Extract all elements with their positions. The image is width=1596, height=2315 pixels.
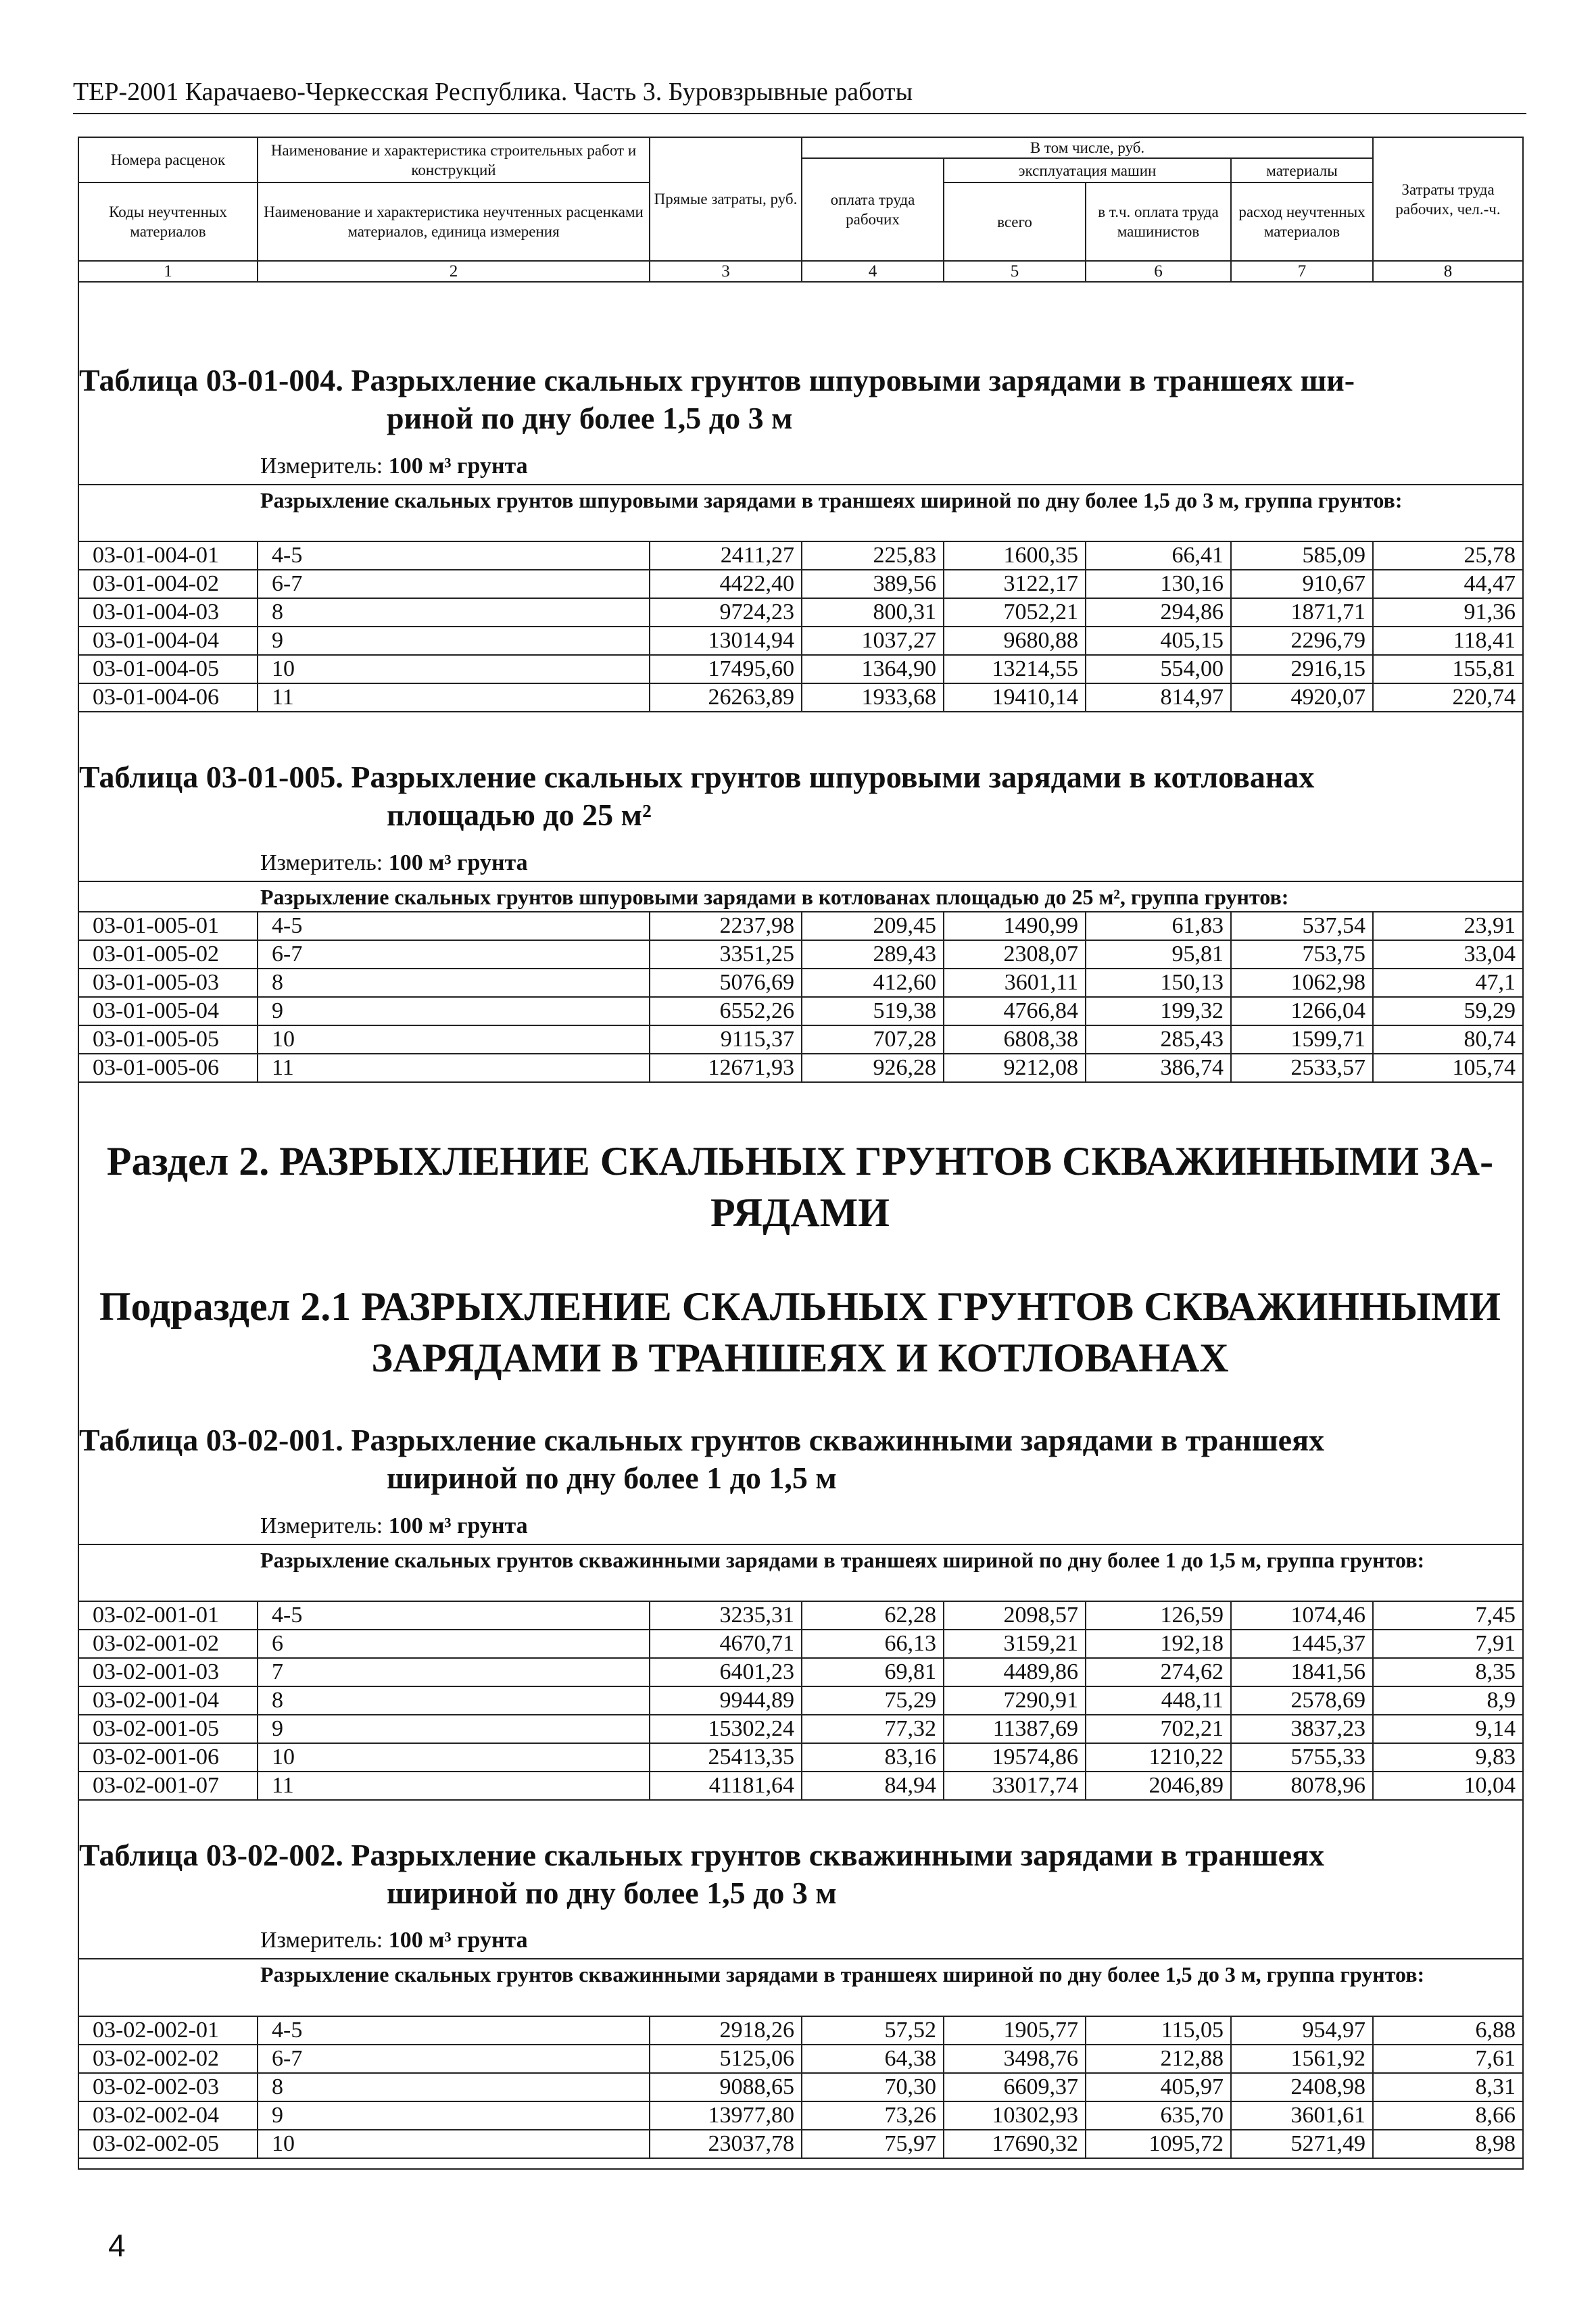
value-cell: 9,83 <box>1373 1743 1523 1772</box>
rate-rows-table <box>78 2016 1524 2159</box>
value-cell: 19574,86 <box>944 1743 1086 1772</box>
value-cell: 1062,98 <box>1231 969 1373 997</box>
section-heading-line2: РЯДАМИ <box>710 1190 890 1235</box>
machines-header: эксплуатация машин <box>944 158 1231 182</box>
value-cell: 4670,71 <box>650 1630 802 1658</box>
rate-code-cell: 03-02-002-02 <box>78 2045 258 2073</box>
table-row <box>78 1601 1523 1630</box>
value-cell: 5076,69 <box>650 969 802 997</box>
table-row <box>78 2016 1523 2045</box>
value-cell: 10302,93 <box>944 2101 1086 2130</box>
value-cell: 1037,27 <box>802 627 944 655</box>
value-cell: 1561,92 <box>1231 2045 1373 2073</box>
table-row <box>78 940 1523 969</box>
table-row <box>78 2101 1523 2130</box>
section-heading-line1: Раздел 2. РАЗРЫХЛЕНИЕ СКАЛЬНЫХ ГРУНТОВ СКВАЖИННЫМИ ЗА- <box>106 1139 1494 1184</box>
col2-bottom-header: Наименование и характеристика неучтенных расценками материалов, единица измерения <box>258 182 650 261</box>
soil-group-cell: 8 <box>258 969 650 997</box>
table-title-line1: Таблица 03-01-004. Разрыхление скальных грунтов шпуровыми зарядами в траншеях ши- <box>79 363 1355 397</box>
table-row <box>78 969 1523 997</box>
rate-code-cell: 03-02-001-07 <box>78 1772 258 1800</box>
measure-label: Измеритель: <box>260 850 389 875</box>
table-title-line2: риной по дну более 1,5 до 3 м <box>387 401 793 435</box>
value-cell: 1266,04 <box>1231 997 1373 1025</box>
table-row <box>78 627 1523 655</box>
value-cell: 7,61 <box>1373 2045 1523 2073</box>
soil-group-cell: 6 <box>258 1630 650 1658</box>
value-cell: 26263,89 <box>650 683 802 712</box>
value-cell: 209,45 <box>802 912 944 940</box>
soil-group-cell: 4-5 <box>258 2016 650 2045</box>
value-cell: 3351,25 <box>650 940 802 969</box>
soil-group-cell: 10 <box>258 1025 650 1054</box>
value-cell: 9088,65 <box>650 2073 802 2101</box>
table-row <box>78 2045 1523 2073</box>
measure-value: 100 м³ грунта <box>388 454 528 479</box>
value-cell: 2296,79 <box>1231 627 1373 655</box>
value-cell: 10,04 <box>1373 1772 1523 1800</box>
value-cell: 17690,32 <box>944 2130 1086 2158</box>
soil-group-cell: 9 <box>258 1715 650 1743</box>
value-cell: 1871,71 <box>1231 598 1373 627</box>
value-cell: 554,00 <box>1086 655 1231 683</box>
table-row <box>78 570 1523 598</box>
value-cell: 11387,69 <box>944 1715 1086 1743</box>
value-cell: 13977,80 <box>650 2101 802 2130</box>
value-cell: 83,16 <box>802 1743 944 1772</box>
soil-group-cell: 9 <box>258 2101 650 2130</box>
table-title <box>79 1421 1512 1497</box>
table-title-line1: Таблица 03-02-001. Разрыхление скальных грунтов скважинными зарядами в траншеях <box>79 1423 1324 1457</box>
value-cell: 23037,78 <box>650 2130 802 2158</box>
measure-label: Измеритель: <box>260 454 389 479</box>
value-cell: 47,1 <box>1373 969 1523 997</box>
value-cell: 2578,69 <box>1231 1686 1373 1715</box>
rate-code-cell: 03-01-005-04 <box>78 997 258 1025</box>
value-cell: 926,28 <box>802 1054 944 1082</box>
value-cell: 69,81 <box>802 1658 944 1686</box>
subsection-heading-line2: ЗАРЯДАМИ В ТРАНШЕЯХ И КОТЛОВАНАХ <box>371 1336 1229 1380</box>
value-cell: 7290,91 <box>944 1686 1086 1715</box>
rate-code-cell: 03-01-005-03 <box>78 969 258 997</box>
value-cell: 75,97 <box>802 2130 944 2158</box>
value-cell: 9115,37 <box>650 1025 802 1054</box>
table-title-line1: Таблица 03-01-005. Разрыхление скальных грунтов шпуровыми зарядами в котлованах <box>79 760 1315 794</box>
rate-code-cell: 03-02-001-03 <box>78 1658 258 1686</box>
description-rule <box>78 1958 1522 1959</box>
table-row <box>78 541 1523 570</box>
value-cell: 8,66 <box>1373 2101 1523 2130</box>
rate-code-cell: 03-01-004-03 <box>78 598 258 627</box>
value-cell: 814,97 <box>1086 683 1231 712</box>
value-cell: 199,32 <box>1086 997 1231 1025</box>
value-cell: 2308,07 <box>944 940 1086 969</box>
table-row <box>78 683 1523 712</box>
value-cell: 225,83 <box>802 541 944 570</box>
value-cell: 105,74 <box>1373 1054 1523 1082</box>
value-cell: 1600,35 <box>944 541 1086 570</box>
description-rule <box>78 1544 1522 1545</box>
value-cell: 2916,15 <box>1231 655 1373 683</box>
value-cell: 23,91 <box>1373 912 1523 940</box>
measure-unit <box>260 850 528 877</box>
value-cell: 9944,89 <box>650 1686 802 1715</box>
value-cell: 2411,27 <box>650 541 802 570</box>
value-cell: 77,32 <box>802 1715 944 1743</box>
description-rule <box>78 484 1522 485</box>
value-cell: 6552,26 <box>650 997 802 1025</box>
rate-code-cell: 03-02-002-01 <box>78 2016 258 2045</box>
value-cell: 6401,23 <box>650 1658 802 1686</box>
running-header: ТЕР-2001 Карачаево-Черкесская Республика. Часть 3. Буровзрывные работы <box>73 78 913 106</box>
value-cell: 954,97 <box>1231 2016 1373 2045</box>
materials-use-header: расход неучтенных материалов <box>1231 182 1373 261</box>
col-number-6: 6 <box>1086 261 1231 282</box>
rate-code-cell: 03-02-001-06 <box>78 1743 258 1772</box>
value-cell: 8,9 <box>1373 1686 1523 1715</box>
soil-group-cell: 10 <box>258 2130 650 2158</box>
value-cell: 1364,90 <box>802 655 944 683</box>
value-cell: 800,31 <box>802 598 944 627</box>
soil-group-cell: 7 <box>258 1658 650 1686</box>
rate-code-cell: 03-02-002-04 <box>78 2101 258 2130</box>
value-cell: 95,81 <box>1086 940 1231 969</box>
col-number-3: 3 <box>650 261 802 282</box>
col-number-8: 8 <box>1373 261 1523 282</box>
rate-code-cell: 03-02-001-01 <box>78 1601 258 1630</box>
value-cell: 126,59 <box>1086 1601 1231 1630</box>
value-cell: 4422,40 <box>650 570 802 598</box>
value-cell: 9724,23 <box>650 598 802 627</box>
col-number-2: 2 <box>258 261 650 282</box>
measure-unit <box>260 453 528 480</box>
value-cell: 289,43 <box>802 940 944 969</box>
value-cell: 405,15 <box>1086 627 1231 655</box>
rate-rows-table <box>78 1601 1524 1801</box>
subsection-heading-line1: Подраздел 2.1 РАЗРЫХЛЕНИЕ СКАЛЬНЫХ ГРУНТОВ СКВАЖИННЫМИ <box>99 1284 1501 1329</box>
value-cell: 5125,06 <box>650 2045 802 2073</box>
soil-group-cell: 6-7 <box>258 940 650 969</box>
value-cell: 7,91 <box>1373 1630 1523 1658</box>
measure-unit <box>260 1927 528 1954</box>
value-cell: 386,74 <box>1086 1054 1231 1082</box>
value-cell: 702,21 <box>1086 1715 1231 1743</box>
value-cell: 389,56 <box>802 570 944 598</box>
value-cell: 3601,11 <box>944 969 1086 997</box>
value-cell: 8,35 <box>1373 1658 1523 1686</box>
col1-bottom-header: Коды неучтенных материалов <box>78 182 258 261</box>
table-title-line2: площадью до 25 м² <box>387 798 652 832</box>
soil-group-cell: 4-5 <box>258 541 650 570</box>
table-title-line1: Таблица 03-02-002. Разрыхление скальных грунтов скважинными зарядами в траншеях <box>79 1838 1324 1872</box>
col-number-7: 7 <box>1231 261 1373 282</box>
page-number: 4 <box>108 2228 126 2263</box>
labor-pay-header: оплата труда рабочих <box>802 158 944 261</box>
table-row <box>78 598 1523 627</box>
value-cell: 8,31 <box>1373 2073 1523 2101</box>
value-cell: 130,16 <box>1086 570 1231 598</box>
subsection-heading <box>78 1281 1522 1384</box>
value-cell: 1599,71 <box>1231 1025 1373 1054</box>
value-cell: 12671,93 <box>650 1054 802 1082</box>
value-cell: 84,94 <box>802 1772 944 1800</box>
value-cell: 150,13 <box>1086 969 1231 997</box>
value-cell: 7,45 <box>1373 1601 1523 1630</box>
table-row <box>78 655 1523 683</box>
rate-code-cell: 03-01-005-01 <box>78 912 258 940</box>
soil-group-cell: 6-7 <box>258 570 650 598</box>
measure-value: 100 м³ грунта <box>388 850 528 875</box>
value-cell: 66,41 <box>1086 541 1231 570</box>
table-row <box>78 912 1523 940</box>
value-cell: 155,81 <box>1373 655 1523 683</box>
group-header: В том числе, руб. <box>802 137 1373 158</box>
value-cell: 91,36 <box>1373 598 1523 627</box>
value-cell: 33017,74 <box>944 1772 1086 1800</box>
table-row <box>78 2073 1523 2101</box>
table-row <box>78 2130 1523 2158</box>
description-rule <box>78 881 1522 882</box>
table-title <box>79 1836 1512 1912</box>
value-cell: 1074,46 <box>1231 1601 1373 1630</box>
table-row <box>78 1686 1523 1715</box>
soil-group-cell: 8 <box>258 1686 650 1715</box>
value-cell: 1095,72 <box>1086 2130 1231 2158</box>
value-cell: 212,88 <box>1086 2045 1231 2073</box>
table-row <box>78 1630 1523 1658</box>
soil-group-cell: 10 <box>258 1743 650 1772</box>
soil-group-cell: 6-7 <box>258 2045 650 2073</box>
value-cell: 61,83 <box>1086 912 1231 940</box>
value-cell: 3837,23 <box>1231 1715 1373 1743</box>
value-cell: 2533,57 <box>1231 1054 1373 1082</box>
value-cell: 8,98 <box>1373 2130 1523 2158</box>
rate-code-cell: 03-01-005-02 <box>78 940 258 969</box>
value-cell: 13214,55 <box>944 655 1086 683</box>
value-cell: 15302,24 <box>650 1715 802 1743</box>
value-cell: 3235,31 <box>650 1601 802 1630</box>
rate-code-cell: 03-02-001-04 <box>78 1686 258 1715</box>
value-cell: 3122,17 <box>944 570 1086 598</box>
section-heading <box>78 1136 1522 1238</box>
value-cell: 44,47 <box>1373 570 1523 598</box>
value-cell: 41181,64 <box>650 1772 802 1800</box>
measure-value: 100 м³ грунта <box>388 1513 528 1538</box>
col-number-4: 4 <box>802 261 944 282</box>
value-cell: 2918,26 <box>650 2016 802 2045</box>
value-cell: 448,11 <box>1086 1686 1231 1715</box>
table-row <box>78 1772 1523 1800</box>
value-cell: 8078,96 <box>1231 1772 1373 1800</box>
labor-cost-header: Затраты труда рабочих, чел.-ч. <box>1373 137 1523 261</box>
value-cell: 25413,35 <box>650 1743 802 1772</box>
table-description: Разрыхление скальных грунтов скважинными зарядами в траншеях шириной по дну более 1,5 до 3 м, группа грунтов: <box>260 1962 1425 1987</box>
value-cell: 220,74 <box>1373 683 1523 712</box>
col-number-5: 5 <box>944 261 1086 282</box>
value-cell: 115,05 <box>1086 2016 1231 2045</box>
value-cell: 66,13 <box>802 1630 944 1658</box>
machines-labor-header: в т.ч. оплата труда машинистов <box>1086 182 1231 261</box>
rate-rows-table <box>78 541 1524 712</box>
value-cell: 294,86 <box>1086 598 1231 627</box>
table-row <box>78 1025 1523 1054</box>
value-cell: 585,09 <box>1231 541 1373 570</box>
value-cell: 5271,49 <box>1231 2130 1373 2158</box>
soil-group-cell: 8 <box>258 598 650 627</box>
value-cell: 405,97 <box>1086 2073 1231 2101</box>
table-description: Разрыхление скальных грунтов шпуровыми зарядами в котлованах площадью до 25 м², группа грунтов: <box>260 885 1289 909</box>
value-cell: 274,62 <box>1086 1658 1231 1686</box>
materials-header: материалы <box>1231 158 1373 182</box>
soil-group-cell: 9 <box>258 997 650 1025</box>
soil-group-cell: 11 <box>258 1054 650 1082</box>
value-cell: 9,14 <box>1373 1715 1523 1743</box>
value-cell: 62,28 <box>802 1601 944 1630</box>
value-cell: 910,67 <box>1231 570 1373 598</box>
value-cell: 5755,33 <box>1231 1743 1373 1772</box>
value-cell: 33,04 <box>1373 940 1523 969</box>
value-cell: 9212,08 <box>944 1054 1086 1082</box>
value-cell: 707,28 <box>802 1025 944 1054</box>
table-description: Разрыхление скальных грунтов скважинными зарядами в траншеях шириной по дну более 1 до 1,5 м, группа грунтов: <box>260 1548 1425 1572</box>
soil-group-cell: 9 <box>258 627 650 655</box>
value-cell: 1210,22 <box>1086 1743 1231 1772</box>
value-cell: 64,38 <box>802 2045 944 2073</box>
table-description: Разрыхление скальных грунтов шпуровыми зарядами в траншеях шириной по дну более 1,5 до 3 м, группа грунтов: <box>260 488 1403 512</box>
value-cell: 59,29 <box>1373 997 1523 1025</box>
value-cell: 537,54 <box>1231 912 1373 940</box>
value-cell: 3498,76 <box>944 2045 1086 2073</box>
value-cell: 4489,86 <box>944 1658 1086 1686</box>
rate-code-cell: 03-02-001-02 <box>78 1630 258 1658</box>
col2-top-header: Наименование и характеристика строительных работ и конструкций <box>258 137 650 182</box>
value-cell: 1905,77 <box>944 2016 1086 2045</box>
value-cell: 25,78 <box>1373 541 1523 570</box>
value-cell: 4920,07 <box>1231 683 1373 712</box>
table-title <box>79 758 1512 834</box>
value-cell: 1933,68 <box>802 683 944 712</box>
measure-label: Измеритель: <box>260 1513 389 1538</box>
value-cell: 118,41 <box>1373 627 1523 655</box>
rate-code-cell: 03-01-005-05 <box>78 1025 258 1054</box>
measure-label: Измеритель: <box>260 1928 389 1953</box>
value-cell: 80,74 <box>1373 1025 1523 1054</box>
rate-code-cell: 03-01-004-02 <box>78 570 258 598</box>
soil-group-cell: 11 <box>258 683 650 712</box>
rate-code-cell: 03-01-004-06 <box>78 683 258 712</box>
machines-total-header: всего <box>944 182 1086 261</box>
table-title <box>79 362 1512 437</box>
soil-group-cell: 11 <box>258 1772 650 1800</box>
table-title-line2: шириной по дну более 1,5 до 3 м <box>387 1876 837 1910</box>
rate-rows-table <box>78 911 1524 1083</box>
table-row <box>78 997 1523 1025</box>
soil-group-cell: 4-5 <box>258 912 650 940</box>
value-cell: 6609,37 <box>944 2073 1086 2101</box>
value-cell: 519,38 <box>802 997 944 1025</box>
value-cell: 75,29 <box>802 1686 944 1715</box>
value-cell: 412,60 <box>802 969 944 997</box>
value-cell: 57,52 <box>802 2016 944 2045</box>
value-cell: 19410,14 <box>944 683 1086 712</box>
rate-code-cell: 03-01-004-04 <box>78 627 258 655</box>
value-cell: 6,88 <box>1373 2016 1523 2045</box>
value-cell: 192,18 <box>1086 1630 1231 1658</box>
value-cell: 17495,60 <box>650 655 802 683</box>
rate-code-cell: 03-01-004-05 <box>78 655 258 683</box>
value-cell: 1445,37 <box>1231 1630 1373 1658</box>
column-header-table <box>78 137 1524 283</box>
measure-unit <box>260 1513 528 1540</box>
value-cell: 70,30 <box>802 2073 944 2101</box>
table-title-line2: шириной по дну более 1 до 1,5 м <box>387 1461 837 1495</box>
rate-code-cell: 03-02-002-03 <box>78 2073 258 2101</box>
rate-code-cell: 03-02-002-05 <box>78 2130 258 2158</box>
col-number-1: 1 <box>78 261 258 282</box>
table-row <box>78 1743 1523 1772</box>
rate-code-cell: 03-01-005-06 <box>78 1054 258 1082</box>
col3-header: Прямые затраты, руб. <box>650 137 802 261</box>
table-row <box>78 1658 1523 1686</box>
value-cell: 285,43 <box>1086 1025 1231 1054</box>
measure-value: 100 м³ грунта <box>388 1928 528 1953</box>
value-cell: 7052,21 <box>944 598 1086 627</box>
value-cell: 4766,84 <box>944 997 1086 1025</box>
table-row <box>78 1715 1523 1743</box>
rate-code-cell: 03-01-004-01 <box>78 541 258 570</box>
value-cell: 2408,98 <box>1231 2073 1373 2101</box>
value-cell: 73,26 <box>802 2101 944 2130</box>
value-cell: 2046,89 <box>1086 1772 1231 1800</box>
value-cell: 6808,38 <box>944 1025 1086 1054</box>
value-cell: 1841,56 <box>1231 1658 1373 1686</box>
value-cell: 753,75 <box>1231 940 1373 969</box>
table-row <box>78 1054 1523 1082</box>
value-cell: 635,70 <box>1086 2101 1231 2130</box>
value-cell: 13014,94 <box>650 627 802 655</box>
value-cell: 2237,98 <box>650 912 802 940</box>
rate-code-cell: 03-02-001-05 <box>78 1715 258 1743</box>
value-cell: 3601,61 <box>1231 2101 1373 2130</box>
value-cell: 2098,57 <box>944 1601 1086 1630</box>
col1-top-header: Номера расценок <box>78 137 258 182</box>
header-rule <box>73 113 1526 114</box>
value-cell: 9680,88 <box>944 627 1086 655</box>
value-cell: 3159,21 <box>944 1630 1086 1658</box>
soil-group-cell: 4-5 <box>258 1601 650 1630</box>
soil-group-cell: 8 <box>258 2073 650 2101</box>
soil-group-cell: 10 <box>258 655 650 683</box>
value-cell: 1490,99 <box>944 912 1086 940</box>
